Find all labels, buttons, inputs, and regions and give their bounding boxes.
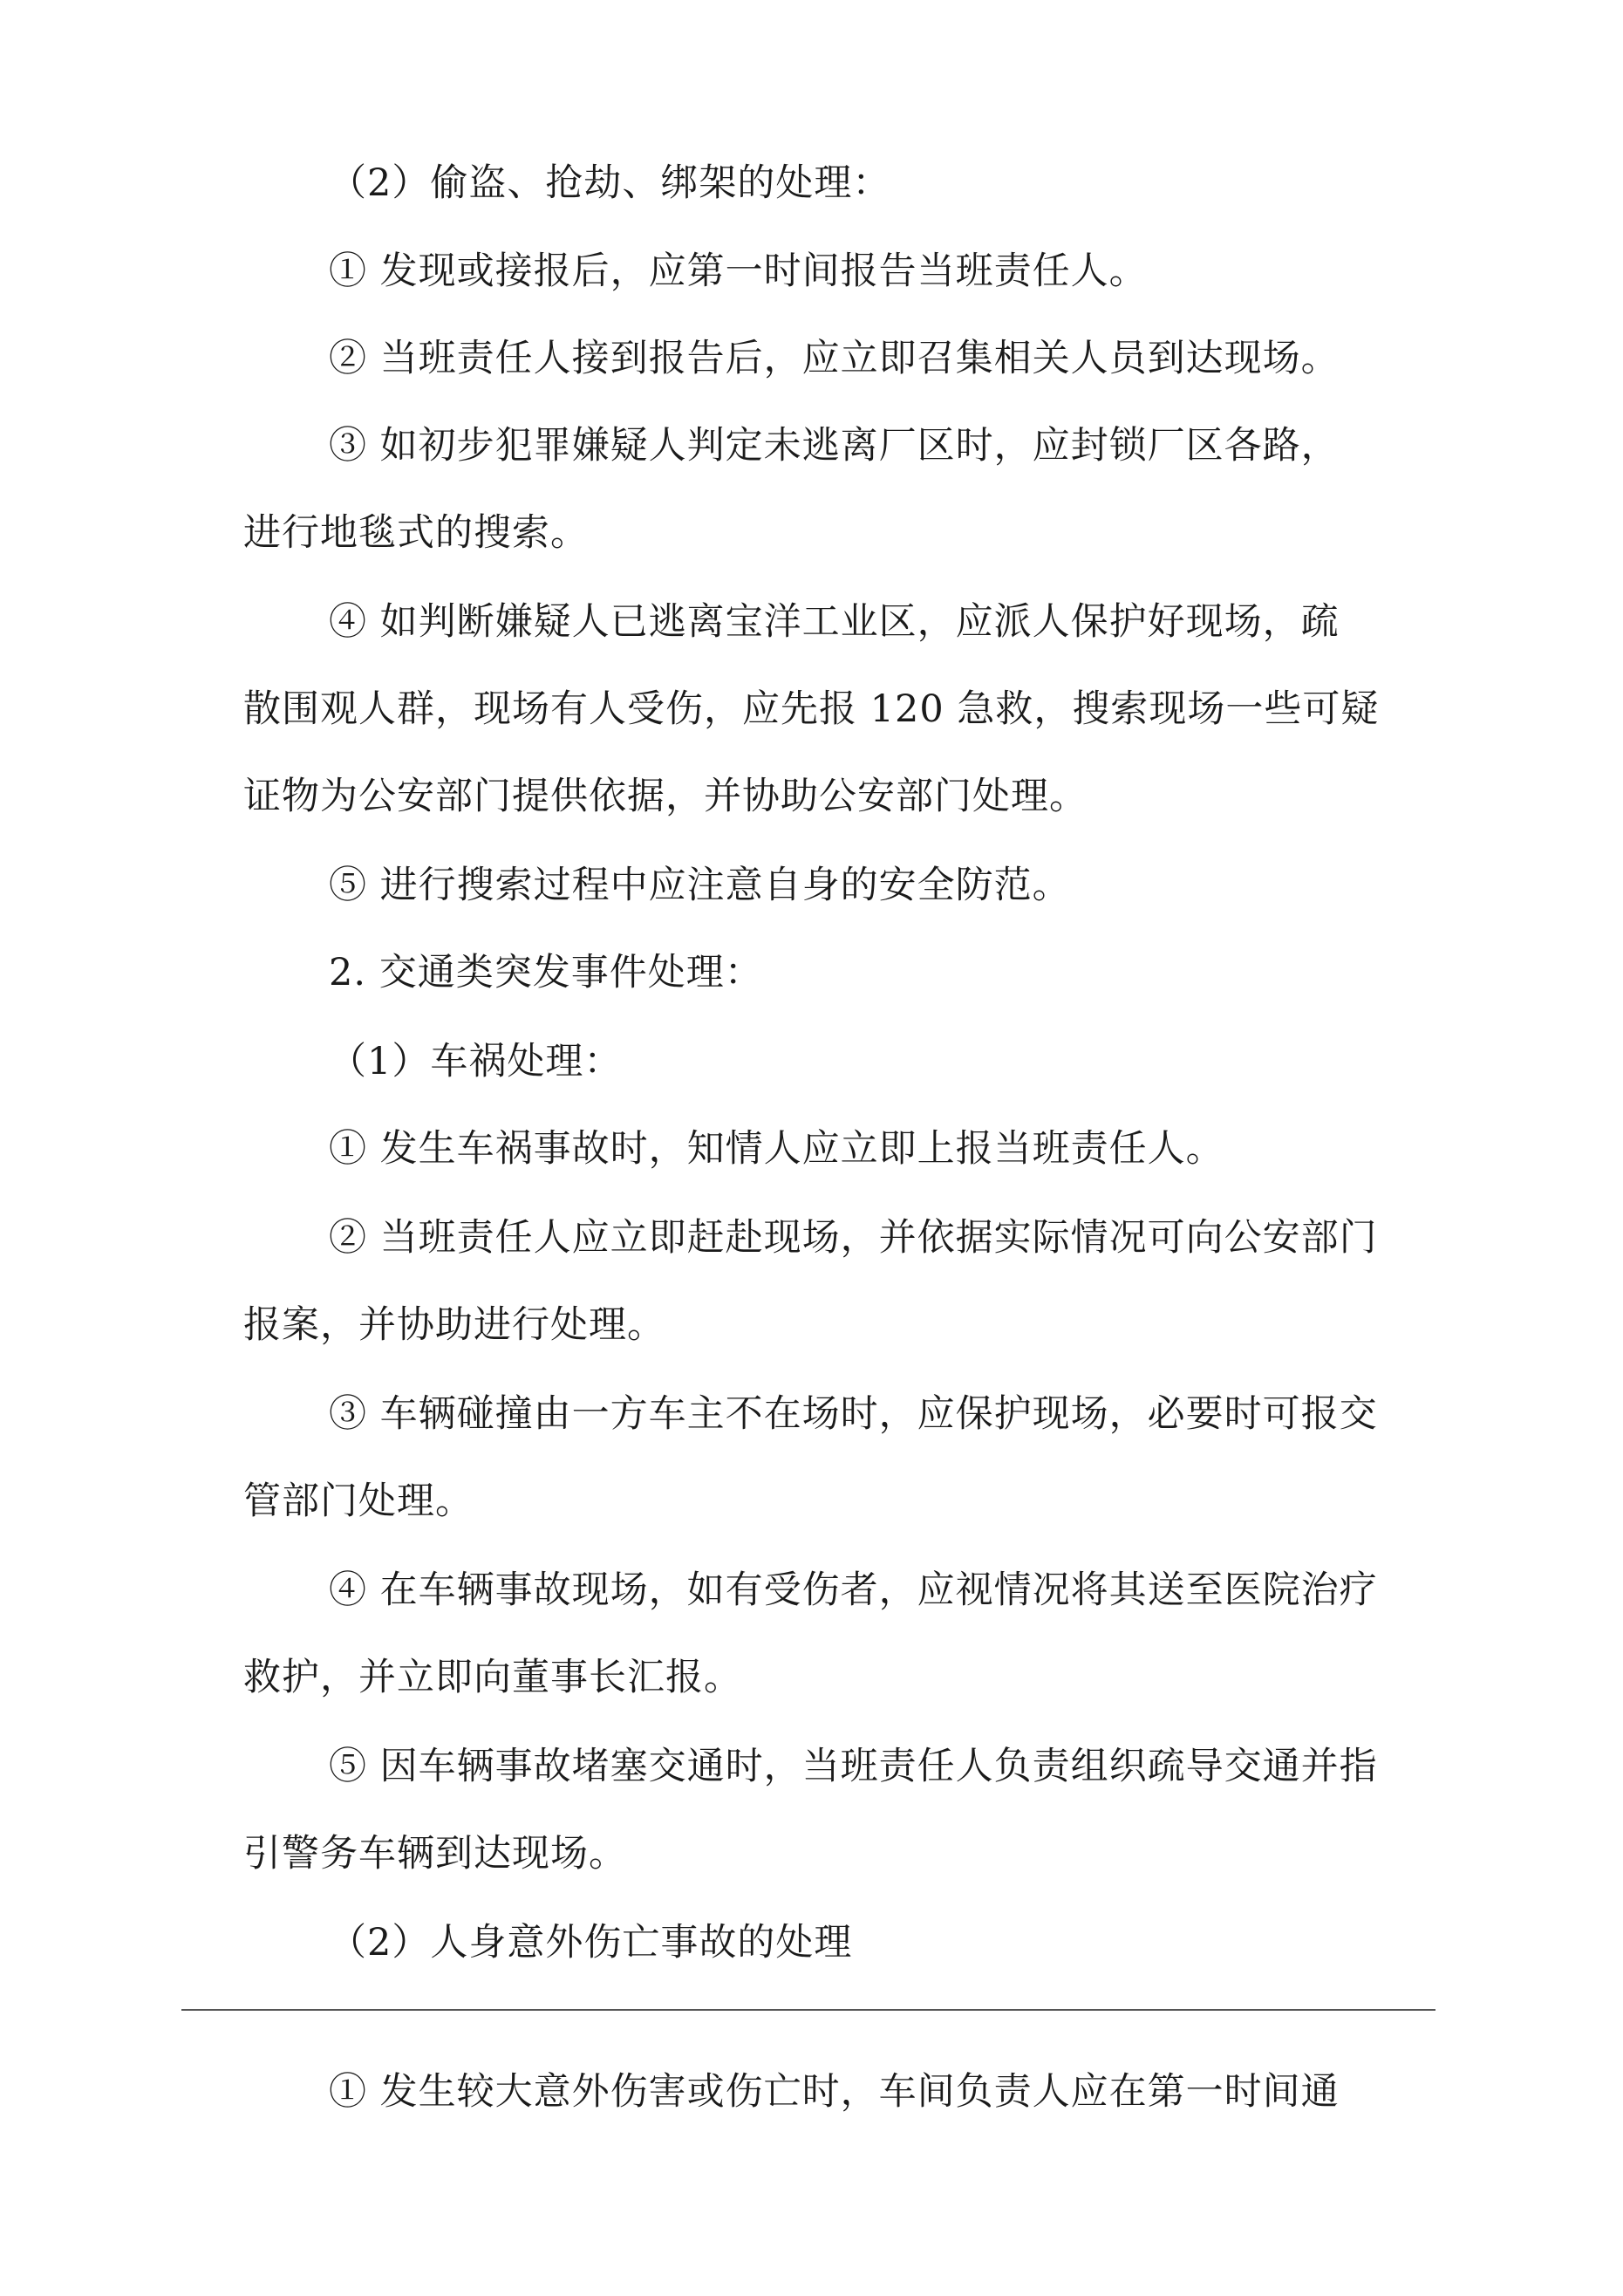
paragraph-line: ③ 如初步犯罪嫌疑人判定未逃离厂区时，应封锁厂区各路， — [329, 424, 1340, 468]
page-divider — [181, 2009, 1435, 2011]
paragraph-line: 进行地毯式的搜索。 — [243, 511, 589, 555]
paragraph-line: ⑤ 进行搜索过程中应注意自身的安全防范。 — [329, 864, 1071, 907]
paragraph-line: ① 发生较大意外伤害或伤亡时，车间负责人应在第一时间通 — [329, 2070, 1340, 2114]
paragraph-line: 报案，并协助进行处理。 — [243, 1303, 665, 1347]
paragraph-line: ③ 车辆碰撞由一方车主不在场时，应保护现场，必要时可报交 — [329, 1392, 1378, 1436]
paragraph-line: 证物为公安部门提供依据，并协助公安部门处理。 — [243, 775, 1088, 818]
paragraph-line: 散围观人群，现场有人受伤，应先报 120 急救，搜索现场一些可疑 — [243, 687, 1380, 731]
paragraph-line: ④ 如判断嫌疑人已逃离宝洋工业区，应派人保护好现场，疏 — [329, 600, 1340, 644]
section-heading-injury: （2）人身意外伤亡事故的处理 — [329, 1921, 853, 1965]
paragraph-line: ① 发现或接报后，应第一时间报告当班责任人。 — [329, 249, 1148, 293]
paragraph-line: ② 当班责任人应立即赶赴现场，并依据实际情况可向公安部门 — [329, 1216, 1378, 1260]
section-heading-traffic: 2. 交通类突发事件处理： — [329, 951, 763, 994]
section-heading-car-accident: （1）车祸处理： — [329, 1040, 623, 1083]
section-heading-theft: （2）偷盗、抢劫、绑架的处理： — [329, 161, 891, 205]
paragraph-line: ④ 在车辆事故现场，如有受伤者，应视情况将其送至医院治疗 — [329, 1568, 1378, 1612]
paragraph-line: ⑤ 因车辆事故堵塞交通时，当班责任人负责组织疏导交通并指 — [329, 1745, 1378, 1788]
paragraph-line: ② 当班责任人接到报告后，应立即召集相关人员到达现场。 — [329, 337, 1340, 380]
paragraph-line: 救护，并立即向董事长汇报。 — [243, 1656, 742, 1699]
paragraph-line: 管部门处理。 — [243, 1479, 474, 1523]
paragraph-line: ① 发生车祸事故时，知情人应立即上报当班责任人。 — [329, 1127, 1224, 1171]
paragraph-line: 引警务车辆到达现场。 — [243, 1832, 627, 1876]
